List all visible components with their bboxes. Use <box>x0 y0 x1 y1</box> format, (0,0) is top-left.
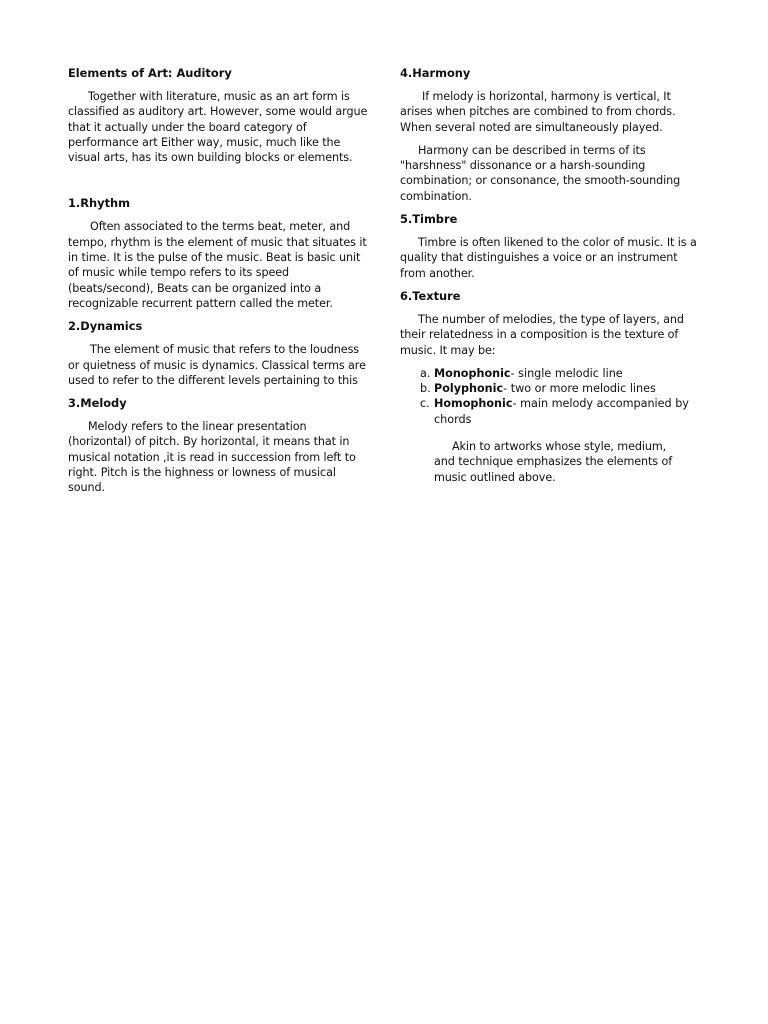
heading-number: 5. <box>400 212 413 227</box>
heading-label: Rhythm <box>80 196 130 211</box>
heading-label: Dynamics <box>80 319 143 334</box>
list-description: - single melodic line <box>510 366 623 380</box>
harmony-paragraph-1: If melody is horizontal, harmony is vertical, It arises when pitches are combined to from chords. When several noted are simultaneously played. <box>400 90 676 134</box>
heading-timbre <box>400 212 700 227</box>
heading-rhythm <box>68 196 368 211</box>
heading-number: 4. <box>400 66 413 80</box>
melody-paragraph: Melody refers to the linear presentation (horizontal) of pitch. By horizontal, it means that in musical notation ,it is read in succession from left to right. Pitch is the highness or lowness of musical sound. <box>68 420 356 495</box>
document-title: Elements of Art: Auditory <box>68 66 232 80</box>
heading-number: 3. <box>68 396 81 411</box>
list-item <box>400 366 700 381</box>
heading-label: Harmony <box>412 66 471 80</box>
heading-texture <box>400 289 700 304</box>
heading-number: 2. <box>68 319 81 334</box>
list-item <box>400 381 700 396</box>
list-description: - two or more melodic lines <box>503 382 656 396</box>
heading-label: Timbre <box>412 212 458 227</box>
heading-label: Melody <box>80 396 127 411</box>
intro-paragraph: Together with literature, music as an art form is classified as auditory art. However, some would argue that it actually under the board category of performance art Either way, music, much like the visual arts, has its own building blocks or elements. <box>68 90 368 165</box>
list-term: Monophonic <box>434 366 511 380</box>
list-marker: b. <box>420 382 431 396</box>
closing-paragraph: Akin to artworks whose style, medium, and technique emphasizes the elements of music outlined above. <box>434 440 673 484</box>
list-description: - main melody accompanied by chords <box>434 397 689 426</box>
list-term: Homophonic <box>434 397 513 411</box>
list-item <box>400 396 700 427</box>
texture-paragraph: The number of melodies, the type of layers, and their relatedness in a composition is the texture of music. It may be: <box>400 312 684 357</box>
heading-melody <box>68 396 368 411</box>
dynamics-paragraph: The element of music that refers to the loudness or quietness of music is dynamics. Classical terms are used to refer to the different levels pertaining to this <box>68 343 366 387</box>
texture-list <box>400 366 700 427</box>
harmony-paragraph-2: Harmony can be described in terms of its "harshness" dissonance or a harsh-sounding combination; or consonance, the smooth-sounding combination. <box>400 143 681 203</box>
heading-number: 1. <box>68 196 81 211</box>
left-column <box>68 66 368 496</box>
heading-dynamics <box>68 319 368 334</box>
timbre-paragraph: Timbre is often likened to the color of music. It is a quality that distinguishes a voice or an instrument from another. <box>400 236 697 280</box>
list-marker: c. <box>420 397 430 411</box>
list-marker: a. <box>420 366 431 380</box>
heading-harmony <box>400 66 700 81</box>
heading-label: Texture <box>412 288 461 303</box>
list-term: Polyphonic <box>434 382 504 396</box>
right-column <box>400 66 700 485</box>
heading-number: 6. <box>400 288 413 303</box>
rhythm-paragraph: Often associated to the terms beat, meter, and tempo, rhythm is the element of music that situates it in time. It is the pulse of the music. Beat is basic unit of music while tempo refers to its speed (beats/second), Beats can be organized into a recognizable recurrent pattern called the meter. <box>68 220 367 310</box>
